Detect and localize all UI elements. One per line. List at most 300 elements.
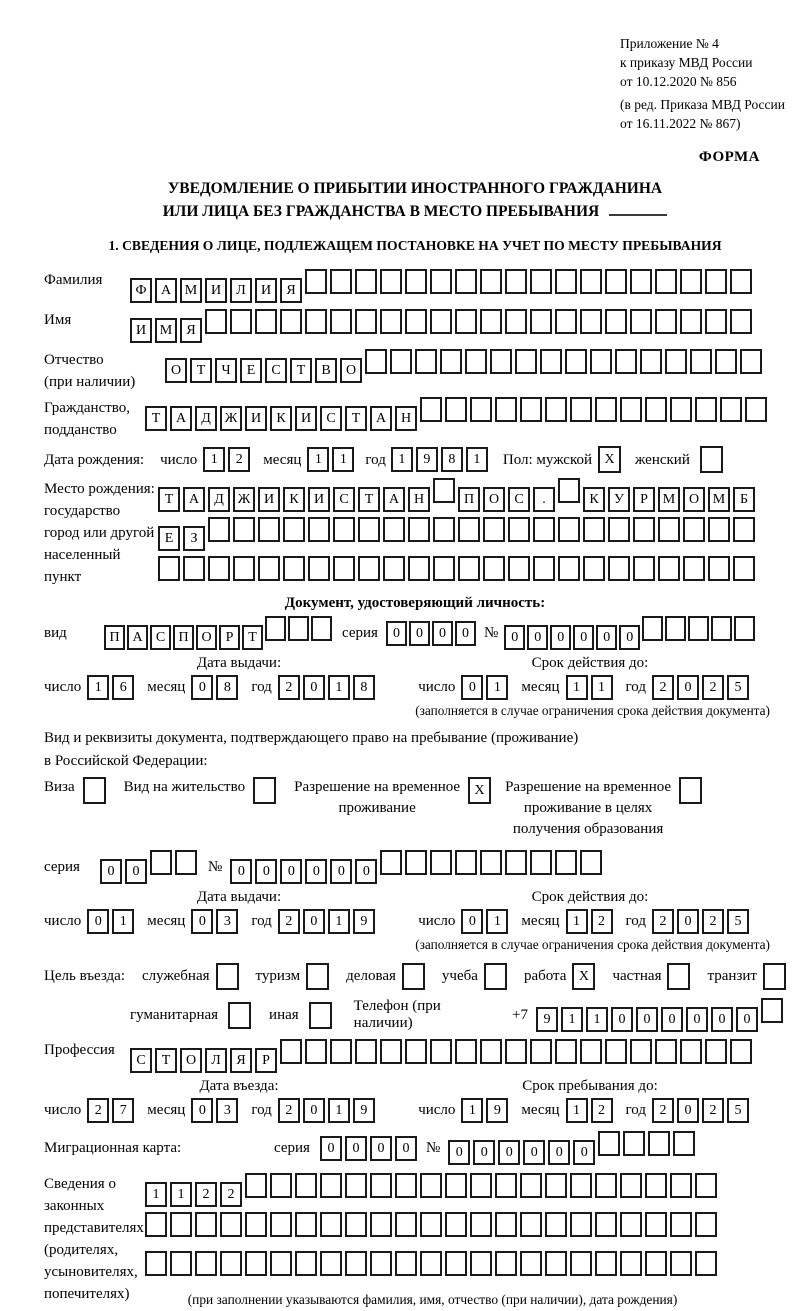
checkbox-sex-male[interactable]: X <box>598 446 621 473</box>
char-box[interactable] <box>220 1251 242 1276</box>
char-box[interactable] <box>433 478 455 503</box>
char-box[interactable]: 2 <box>702 909 724 934</box>
char-box[interactable] <box>608 517 630 542</box>
char-box[interactable] <box>623 1131 645 1156</box>
checkbox-purpose-business[interactable] <box>402 963 425 990</box>
char-box[interactable] <box>170 1251 192 1276</box>
char-box[interactable]: С <box>150 625 171 650</box>
char-box[interactable]: 3 <box>216 909 238 934</box>
char-box[interactable] <box>670 1212 692 1237</box>
char-box[interactable] <box>580 269 602 294</box>
checkbox-purpose-work[interactable]: X <box>572 963 595 990</box>
char-box[interactable]: 2 <box>652 1098 674 1123</box>
char-box[interactable]: 1 <box>203 447 225 472</box>
char-box[interactable] <box>330 269 352 294</box>
char-box[interactable]: 2 <box>591 1098 613 1123</box>
char-box[interactable] <box>530 309 552 334</box>
char-box[interactable] <box>555 309 577 334</box>
char-box[interactable]: И <box>295 406 317 431</box>
char-box[interactable]: С <box>320 406 342 431</box>
char-box[interactable] <box>495 1251 517 1276</box>
char-box[interactable] <box>595 1173 617 1198</box>
char-box[interactable] <box>655 269 677 294</box>
char-box[interactable] <box>673 1131 695 1156</box>
char-box[interactable]: 0 <box>191 675 213 700</box>
char-box[interactable]: 1 <box>561 1007 583 1032</box>
char-box[interactable]: 5 <box>727 1098 749 1123</box>
char-box[interactable] <box>730 1039 752 1064</box>
char-box[interactable]: 3 <box>216 1098 238 1123</box>
char-box[interactable]: 0 <box>87 909 109 934</box>
char-box[interactable] <box>220 1212 242 1237</box>
char-box[interactable] <box>505 850 527 875</box>
char-box[interactable] <box>370 1251 392 1276</box>
char-box[interactable]: Я <box>280 278 302 303</box>
char-box[interactable]: Т <box>358 487 380 512</box>
char-box[interactable]: М <box>155 318 177 343</box>
char-box[interactable] <box>355 309 377 334</box>
char-box[interactable]: 0 <box>498 1140 520 1165</box>
char-box[interactable]: И <box>205 278 227 303</box>
char-box[interactable] <box>208 517 230 542</box>
char-box[interactable] <box>480 309 502 334</box>
char-box[interactable] <box>620 397 642 422</box>
char-box[interactable] <box>145 1251 167 1276</box>
char-box[interactable] <box>405 850 427 875</box>
char-box[interactable] <box>405 1039 427 1064</box>
char-box[interactable]: 0 <box>448 1140 470 1165</box>
char-box[interactable]: 8 <box>353 675 375 700</box>
char-box[interactable] <box>370 1173 392 1198</box>
char-box[interactable] <box>480 850 502 875</box>
char-box[interactable]: 5 <box>727 909 749 934</box>
char-box[interactable]: 0 <box>677 909 699 934</box>
char-box[interactable] <box>295 1251 317 1276</box>
char-box[interactable] <box>330 1039 352 1064</box>
char-box[interactable]: 1 <box>466 447 488 472</box>
char-box[interactable] <box>383 517 405 542</box>
char-box[interactable] <box>245 1251 267 1276</box>
char-box[interactable] <box>733 556 755 581</box>
char-box[interactable] <box>570 1251 592 1276</box>
char-box[interactable] <box>380 1039 402 1064</box>
char-box[interactable]: А <box>155 278 177 303</box>
char-box[interactable] <box>633 556 655 581</box>
char-box[interactable]: О <box>180 1048 202 1073</box>
char-box[interactable] <box>598 1131 620 1156</box>
char-box[interactable]: 1 <box>112 909 134 934</box>
char-box[interactable] <box>295 1173 317 1198</box>
char-box[interactable] <box>695 397 717 422</box>
char-box[interactable]: 0 <box>320 1136 342 1161</box>
char-box[interactable]: Е <box>158 526 180 551</box>
char-box[interactable]: 0 <box>100 859 122 884</box>
char-box[interactable] <box>555 1039 577 1064</box>
char-box[interactable] <box>520 1173 542 1198</box>
char-box[interactable]: 9 <box>416 447 438 472</box>
char-box[interactable]: 0 <box>409 621 430 646</box>
char-box[interactable]: 0 <box>573 625 594 650</box>
char-box[interactable]: П <box>458 487 480 512</box>
char-box[interactable] <box>670 1251 692 1276</box>
char-box[interactable] <box>590 349 612 374</box>
char-box[interactable]: 2 <box>228 447 250 472</box>
title-blank-line[interactable] <box>609 200 667 216</box>
char-box[interactable] <box>530 1039 552 1064</box>
char-box[interactable] <box>515 349 537 374</box>
char-box[interactable] <box>545 1173 567 1198</box>
char-box[interactable] <box>455 1039 477 1064</box>
char-box[interactable] <box>733 517 755 542</box>
char-box[interactable]: 2 <box>652 909 674 934</box>
char-box[interactable] <box>708 517 730 542</box>
char-box[interactable] <box>520 397 542 422</box>
char-box[interactable]: И <box>245 406 267 431</box>
char-box[interactable] <box>390 349 412 374</box>
char-box[interactable] <box>658 517 680 542</box>
char-box[interactable]: 0 <box>191 1098 213 1123</box>
char-box[interactable]: Т <box>190 358 212 383</box>
checkbox-purpose-official[interactable] <box>216 963 239 990</box>
char-box[interactable] <box>645 1212 667 1237</box>
char-box[interactable] <box>420 1173 442 1198</box>
char-box[interactable]: 0 <box>191 909 213 934</box>
char-box[interactable] <box>633 517 655 542</box>
char-box[interactable]: Б <box>733 487 755 512</box>
checkbox-purpose-tourism[interactable] <box>306 963 329 990</box>
char-box[interactable]: 0 <box>677 1098 699 1123</box>
char-box[interactable]: 2 <box>652 675 674 700</box>
char-box[interactable]: А <box>127 625 148 650</box>
char-box[interactable] <box>505 269 527 294</box>
char-box[interactable]: 1 <box>170 1182 192 1207</box>
char-box[interactable] <box>308 517 330 542</box>
char-box[interactable] <box>620 1173 642 1198</box>
char-box[interactable] <box>245 1212 267 1237</box>
char-box[interactable] <box>570 1212 592 1237</box>
char-box[interactable] <box>305 1039 327 1064</box>
char-box[interactable] <box>483 517 505 542</box>
char-box[interactable] <box>395 1173 417 1198</box>
char-box[interactable] <box>605 1039 627 1064</box>
checkbox-purpose-other[interactable] <box>309 1002 332 1029</box>
char-box[interactable] <box>530 269 552 294</box>
char-box[interactable] <box>255 309 277 334</box>
char-box[interactable] <box>420 1212 442 1237</box>
char-box[interactable]: П <box>173 625 194 650</box>
char-box[interactable]: К <box>583 487 605 512</box>
char-box[interactable]: П <box>104 625 125 650</box>
char-box[interactable]: 5 <box>727 675 749 700</box>
char-box[interactable]: 0 <box>686 1007 708 1032</box>
char-box[interactable]: 0 <box>370 1136 392 1161</box>
char-box[interactable]: 0 <box>619 625 640 650</box>
char-box[interactable] <box>333 556 355 581</box>
char-box[interactable] <box>365 349 387 374</box>
char-box[interactable] <box>595 1212 617 1237</box>
char-box[interactable]: 1 <box>307 447 329 472</box>
char-box[interactable]: 1 <box>145 1182 167 1207</box>
char-box[interactable] <box>380 850 402 875</box>
char-box[interactable] <box>455 850 477 875</box>
char-box[interactable] <box>470 1173 492 1198</box>
char-box[interactable] <box>408 556 430 581</box>
char-box[interactable]: Л <box>205 1048 227 1073</box>
char-box[interactable] <box>383 556 405 581</box>
char-box[interactable] <box>620 1251 642 1276</box>
char-box[interactable] <box>308 556 330 581</box>
char-box[interactable]: 0 <box>280 859 302 884</box>
char-box[interactable] <box>545 1212 567 1237</box>
char-box[interactable] <box>380 269 402 294</box>
char-box[interactable]: 0 <box>303 1098 325 1123</box>
char-box[interactable]: Ж <box>233 487 255 512</box>
char-box[interactable] <box>520 1212 542 1237</box>
char-box[interactable] <box>580 1039 602 1064</box>
char-box[interactable] <box>420 1251 442 1276</box>
checkbox-purpose-study[interactable] <box>484 963 507 990</box>
char-box[interactable]: Р <box>255 1048 277 1073</box>
char-box[interactable] <box>358 556 380 581</box>
char-box[interactable]: Д <box>208 487 230 512</box>
char-box[interactable] <box>620 1212 642 1237</box>
char-box[interactable] <box>280 1039 302 1064</box>
char-box[interactable] <box>345 1212 367 1237</box>
char-box[interactable]: 1 <box>591 675 613 700</box>
char-box[interactable]: С <box>265 358 287 383</box>
char-box[interactable]: 0 <box>303 909 325 934</box>
char-box[interactable] <box>283 517 305 542</box>
char-box[interactable]: 0 <box>386 621 407 646</box>
char-box[interactable] <box>458 556 480 581</box>
char-box[interactable] <box>665 616 686 641</box>
checkbox-purpose-private[interactable] <box>667 963 690 990</box>
char-box[interactable]: 0 <box>677 675 699 700</box>
char-box[interactable]: А <box>370 406 392 431</box>
char-box[interactable] <box>688 616 709 641</box>
char-box[interactable]: 0 <box>345 1136 367 1161</box>
char-box[interactable]: 1 <box>566 909 588 934</box>
char-box[interactable]: 0 <box>550 625 571 650</box>
char-box[interactable]: К <box>283 487 305 512</box>
char-box[interactable] <box>583 556 605 581</box>
char-box[interactable]: Ф <box>130 278 152 303</box>
char-box[interactable] <box>270 1212 292 1237</box>
char-box[interactable]: 7 <box>112 1098 134 1123</box>
char-box[interactable] <box>258 517 280 542</box>
char-box[interactable] <box>265 616 286 641</box>
char-box[interactable]: 1 <box>87 675 109 700</box>
char-box[interactable] <box>645 1251 667 1276</box>
char-box[interactable] <box>495 1173 517 1198</box>
char-box[interactable] <box>320 1173 342 1198</box>
char-box[interactable] <box>245 1173 267 1198</box>
char-box[interactable] <box>761 998 783 1023</box>
char-box[interactable]: О <box>196 625 217 650</box>
char-box[interactable]: 0 <box>303 675 325 700</box>
char-box[interactable]: 0 <box>527 625 548 650</box>
char-box[interactable] <box>605 269 627 294</box>
char-box[interactable] <box>508 517 530 542</box>
char-box[interactable]: 8 <box>216 675 238 700</box>
char-box[interactable]: Р <box>219 625 240 650</box>
char-box[interactable]: 2 <box>702 1098 724 1123</box>
char-box[interactable] <box>683 556 705 581</box>
char-box[interactable] <box>705 269 727 294</box>
char-box[interactable]: 0 <box>455 621 476 646</box>
char-box[interactable]: 0 <box>395 1136 417 1161</box>
char-box[interactable] <box>695 1212 717 1237</box>
char-box[interactable]: М <box>180 278 202 303</box>
char-box[interactable]: В <box>315 358 337 383</box>
char-box[interactable] <box>345 1173 367 1198</box>
char-box[interactable]: 0 <box>661 1007 683 1032</box>
char-box[interactable] <box>445 1251 467 1276</box>
char-box[interactable] <box>380 309 402 334</box>
char-box[interactable] <box>508 556 530 581</box>
char-box[interactable]: Р <box>633 487 655 512</box>
char-box[interactable]: 9 <box>353 909 375 934</box>
char-box[interactable] <box>145 1212 167 1237</box>
char-box[interactable]: С <box>130 1048 152 1073</box>
char-box[interactable] <box>445 397 467 422</box>
char-box[interactable] <box>470 1251 492 1276</box>
char-box[interactable] <box>730 269 752 294</box>
char-box[interactable]: 0 <box>504 625 525 650</box>
char-box[interactable] <box>433 556 455 581</box>
char-box[interactable] <box>433 517 455 542</box>
char-box[interactable] <box>533 517 555 542</box>
char-box[interactable]: О <box>165 358 187 383</box>
char-box[interactable] <box>495 1212 517 1237</box>
char-box[interactable]: 1 <box>328 675 350 700</box>
char-box[interactable]: 2 <box>220 1182 242 1207</box>
char-box[interactable]: З <box>183 526 205 551</box>
char-box[interactable]: 2 <box>591 909 613 934</box>
char-box[interactable] <box>458 517 480 542</box>
char-box[interactable] <box>711 616 732 641</box>
char-box[interactable] <box>445 1173 467 1198</box>
char-box[interactable] <box>555 850 577 875</box>
char-box[interactable]: И <box>258 487 280 512</box>
char-box[interactable]: 8 <box>441 447 463 472</box>
char-box[interactable] <box>680 309 702 334</box>
char-box[interactable]: Я <box>230 1048 252 1073</box>
char-box[interactable] <box>455 309 477 334</box>
char-box[interactable] <box>233 517 255 542</box>
char-box[interactable] <box>320 1251 342 1276</box>
char-box[interactable] <box>355 1039 377 1064</box>
char-box[interactable] <box>288 616 309 641</box>
char-box[interactable] <box>470 397 492 422</box>
char-box[interactable] <box>565 349 587 374</box>
char-box[interactable] <box>320 1212 342 1237</box>
char-box[interactable] <box>415 349 437 374</box>
char-box[interactable]: Н <box>408 487 430 512</box>
char-box[interactable] <box>745 397 767 422</box>
char-box[interactable] <box>430 309 452 334</box>
char-box[interactable]: Н <box>395 406 417 431</box>
char-box[interactable] <box>655 309 677 334</box>
char-box[interactable] <box>480 1039 502 1064</box>
char-box[interactable]: 1 <box>332 447 354 472</box>
char-box[interactable]: 1 <box>566 1098 588 1123</box>
char-box[interactable] <box>740 349 762 374</box>
char-box[interactable] <box>595 1251 617 1276</box>
char-box[interactable]: Л <box>230 278 252 303</box>
char-box[interactable]: 1 <box>486 909 508 934</box>
char-box[interactable] <box>715 349 737 374</box>
char-box[interactable] <box>183 556 205 581</box>
char-box[interactable] <box>683 517 705 542</box>
char-box[interactable]: 2 <box>702 675 724 700</box>
char-box[interactable]: 1 <box>461 1098 483 1123</box>
checkbox-residence-permit[interactable] <box>253 777 276 804</box>
char-box[interactable]: 0 <box>596 625 617 650</box>
char-box[interactable]: 2 <box>278 909 300 934</box>
char-box[interactable] <box>230 309 252 334</box>
char-box[interactable] <box>680 269 702 294</box>
char-box[interactable]: 0 <box>355 859 377 884</box>
char-box[interactable] <box>305 269 327 294</box>
char-box[interactable] <box>570 397 592 422</box>
char-box[interactable]: И <box>130 318 152 343</box>
checkbox-sex-female[interactable] <box>700 446 723 473</box>
char-box[interactable] <box>430 1039 452 1064</box>
char-box[interactable] <box>630 1039 652 1064</box>
char-box[interactable] <box>720 397 742 422</box>
char-box[interactable]: 0 <box>461 675 483 700</box>
char-box[interactable] <box>670 397 692 422</box>
char-box[interactable]: 2 <box>278 675 300 700</box>
char-box[interactable] <box>455 269 477 294</box>
char-box[interactable]: О <box>683 487 705 512</box>
char-box[interactable] <box>648 1131 670 1156</box>
char-box[interactable]: 0 <box>230 859 252 884</box>
char-box[interactable] <box>270 1251 292 1276</box>
char-box[interactable]: Ч <box>215 358 237 383</box>
checkbox-purpose-humanitarian[interactable] <box>228 1002 251 1029</box>
char-box[interactable] <box>530 850 552 875</box>
char-box[interactable]: Т <box>290 358 312 383</box>
char-box[interactable] <box>311 616 332 641</box>
char-box[interactable] <box>205 309 227 334</box>
char-box[interactable] <box>545 397 567 422</box>
char-box[interactable] <box>150 850 172 875</box>
char-box[interactable] <box>295 1212 317 1237</box>
char-box[interactable] <box>615 349 637 374</box>
char-box[interactable] <box>708 556 730 581</box>
char-box[interactable] <box>520 1251 542 1276</box>
char-box[interactable] <box>608 556 630 581</box>
char-box[interactable] <box>670 1173 692 1198</box>
char-box[interactable]: 9 <box>353 1098 375 1123</box>
char-box[interactable]: 1 <box>391 447 413 472</box>
char-box[interactable] <box>558 556 580 581</box>
char-box[interactable]: 1 <box>328 1098 350 1123</box>
char-box[interactable]: 0 <box>125 859 147 884</box>
char-box[interactable] <box>705 309 727 334</box>
char-box[interactable] <box>580 309 602 334</box>
char-box[interactable] <box>408 517 430 542</box>
char-box[interactable]: 2 <box>87 1098 109 1123</box>
char-box[interactable]: 1 <box>486 675 508 700</box>
char-box[interactable]: . <box>533 487 555 512</box>
char-box[interactable] <box>595 397 617 422</box>
char-box[interactable] <box>170 1212 192 1237</box>
char-box[interactable]: С <box>333 487 355 512</box>
char-box[interactable] <box>695 1251 717 1276</box>
